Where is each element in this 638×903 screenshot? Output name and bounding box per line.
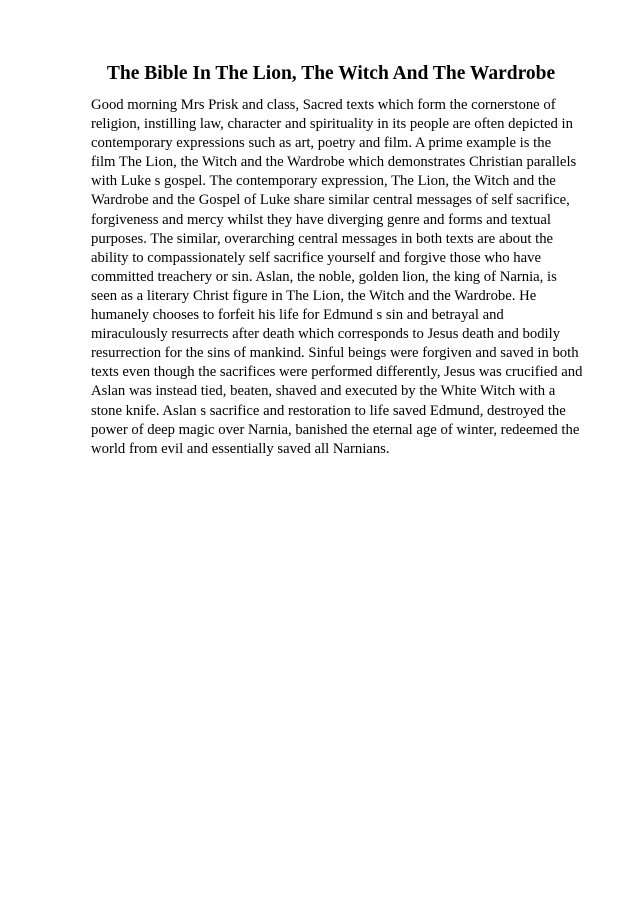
- body-line: ability to compassionately self sacrifice yourself and forgive those who have: [91, 249, 542, 266]
- body-line: world from evil and essentially saved all Narnians.: [91, 440, 390, 457]
- body-line: forgiveness and mercy whilst they have diverging genre and forms and textual: [91, 211, 551, 228]
- body-line: texts even though the sacrifices were performed differently, Jesus was crucified and: [91, 364, 583, 381]
- body-line: Aslan was instead tied, beaten, shaved and executed by the White Witch with a: [91, 383, 556, 400]
- body-line: film The Lion, the Witch and the Wardrobe which demonstrates Christian parallels: [91, 154, 577, 171]
- body-line: committed treachery or sin. Aslan, the noble, golden lion, the king of Narnia, is: [91, 268, 557, 285]
- body-line: resurrection for the sins of mankind. Sinful beings were forgiven and saved in both: [91, 345, 579, 362]
- body-line: miraculously resurrects after death which corresponds to Jesus death and bodily: [91, 326, 561, 343]
- body-line: Good morning Mrs Prisk and class, Sacred texts which form the cornerstone of: [91, 97, 556, 113]
- body-line: Wardrobe and the Gospel of Luke share similar central messages of self sacrifice,: [91, 192, 570, 209]
- body-line: religion, instilling law, character and spirituality in its people are often depicted in: [91, 116, 573, 133]
- body-line: purposes. The similar, overarching central messages in both texts are about the: [91, 230, 554, 247]
- body-line: with Luke s gospel. The contemporary expression, The Lion, the Witch and the: [91, 173, 556, 190]
- body-line: power of deep magic over Narnia, banished the eternal age of winter, redeemed the: [91, 421, 580, 438]
- body-line: humanely chooses to forfeit his life for Edmund s sin and betrayal and: [91, 307, 504, 324]
- document-body: [91, 96, 591, 459]
- document-title: The Bible In The Lion, The Witch And The Wardrobe: [106, 63, 556, 84]
- body-line: contemporary expressions such as art, poetry and film. A prime example is the: [91, 135, 552, 152]
- body-line: stone knife. Aslan s sacrifice and restoration to life saved Edmund, destroyed the: [91, 402, 566, 419]
- body-line: seen as a literary Christ figure in The Lion, the Witch and the Wardrobe. He: [91, 287, 537, 304]
